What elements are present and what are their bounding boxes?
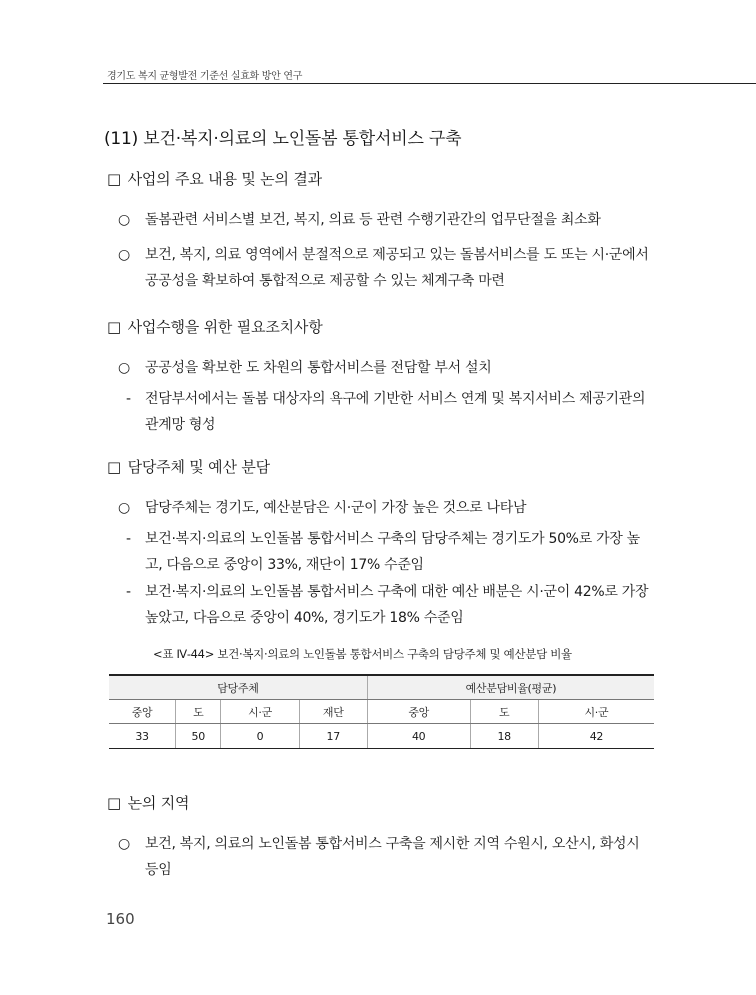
- dash-bullet-icon: -: [126, 584, 131, 600]
- column-header: 도: [470, 700, 538, 724]
- sub-list-item: [126, 386, 656, 438]
- checkbox-square-icon: □: [107, 318, 121, 336]
- table-cell: 40: [367, 724, 470, 749]
- list-item-text: 돌봄관련 서비스별 보건, 복지, 의료 등 관련 수행기관간의 업무단절을 최소화: [145, 212, 601, 228]
- list-item: [118, 207, 656, 233]
- table-header-row: [109, 700, 654, 724]
- table-caption: <표 Ⅳ-44> 보건·복지·의료의 노인돌봄 통합서비스 구축의 담당주체 및 예산분담 비율: [153, 647, 572, 661]
- list-item: [118, 355, 656, 381]
- table-row: [109, 724, 654, 749]
- table-cell: 42: [538, 724, 654, 749]
- list-item-text: 보건, 복지, 의료 영역에서 분절적으로 제공되고 있는 돌봄서비스를 도 또는 시·군에서 공공성을 확보하여 통합적으로 제공할 수 있는 체계구축 마련: [145, 247, 649, 289]
- sub-list-item-text: 보건·복지·의료의 노인돌봄 통합서비스 구축의 담당주체는 경기도가 50%로 가장 높고, 다음으로 중앙이 33%, 재단이 17% 수준임: [145, 531, 640, 573]
- data-table: [109, 674, 654, 749]
- column-header: 시·군: [221, 700, 299, 724]
- running-header: 경기도 복지 균형발전 기준선 실효화 방안 연구: [107, 71, 303, 82]
- checkbox-square-icon: □: [107, 794, 121, 812]
- header-rule: [103, 83, 756, 84]
- group-header-cell: 예산분담비율(평균): [367, 675, 654, 700]
- table-cell: 33: [109, 724, 176, 749]
- section-heading-text: 논의 지역: [127, 794, 190, 812]
- table-group-header-row: [109, 675, 654, 700]
- table-cell: 18: [470, 724, 538, 749]
- section-heading-text: 사업수행을 위한 필요조치사항: [127, 318, 323, 336]
- list-item: [118, 242, 656, 294]
- column-header: 재단: [299, 700, 367, 724]
- group-header-cell: 담당주체: [109, 675, 367, 700]
- sub-list-item: [126, 526, 656, 578]
- circle-bullet-icon: ○: [118, 247, 130, 263]
- column-header: 시·군: [538, 700, 654, 724]
- circle-bullet-icon: ○: [118, 360, 130, 376]
- column-header: 중앙: [367, 700, 470, 724]
- sub-list-item-text: 보건·복지·의료의 노인돌봄 통합서비스 구축에 대한 예산 배분은 시·군이 42%로 가장 높았고, 다음으로 중앙이 40%, 경기도가 18% 수준임: [145, 584, 649, 626]
- circle-bullet-icon: ○: [118, 500, 130, 516]
- section-heading: [107, 792, 189, 813]
- table-cell: 50: [176, 724, 221, 749]
- sub-list-item-text: 전담부서에서는 돌봄 대상자의 욕구에 기반한 서비스 연계 및 복지서비스 제공기관의 관계망 형성: [145, 391, 646, 433]
- list-item-text: 보건, 복지, 의료의 노인돌봄 통합서비스 구축을 제시한 지역 수원시, 오산시, 화성시 등임: [145, 836, 640, 878]
- circle-bullet-icon: ○: [118, 212, 130, 228]
- section-title: (11) 보건·복지·의료의 노인돌봄 통합서비스 구축: [104, 129, 462, 149]
- section-heading-text: 사업의 주요 내용 및 논의 결과: [127, 170, 322, 188]
- table-cell: 0: [221, 724, 299, 749]
- section-heading-text: 담당주체 및 예산 분담: [127, 458, 270, 476]
- section-heading: [107, 316, 323, 337]
- list-item: [118, 831, 656, 883]
- sub-list-item: [126, 579, 656, 631]
- list-item-text: 담당주체는 경기도, 예산분담은 시·군이 가장 높은 것으로 나타남: [145, 500, 527, 516]
- dash-bullet-icon: -: [126, 531, 131, 547]
- list-item: [118, 495, 656, 521]
- circle-bullet-icon: ○: [118, 836, 130, 852]
- section-heading: [107, 456, 270, 477]
- section-heading: [107, 168, 322, 189]
- dash-bullet-icon: -: [126, 391, 131, 407]
- checkbox-square-icon: □: [107, 170, 121, 188]
- column-header: 도: [176, 700, 221, 724]
- table-cell: 17: [299, 724, 367, 749]
- checkbox-square-icon: □: [107, 458, 121, 476]
- column-header: 중앙: [109, 700, 176, 724]
- page-number: 160: [106, 910, 135, 928]
- list-item-text: 공공성을 확보한 도 차원의 통합서비스를 전담할 부서 설치: [145, 360, 492, 376]
